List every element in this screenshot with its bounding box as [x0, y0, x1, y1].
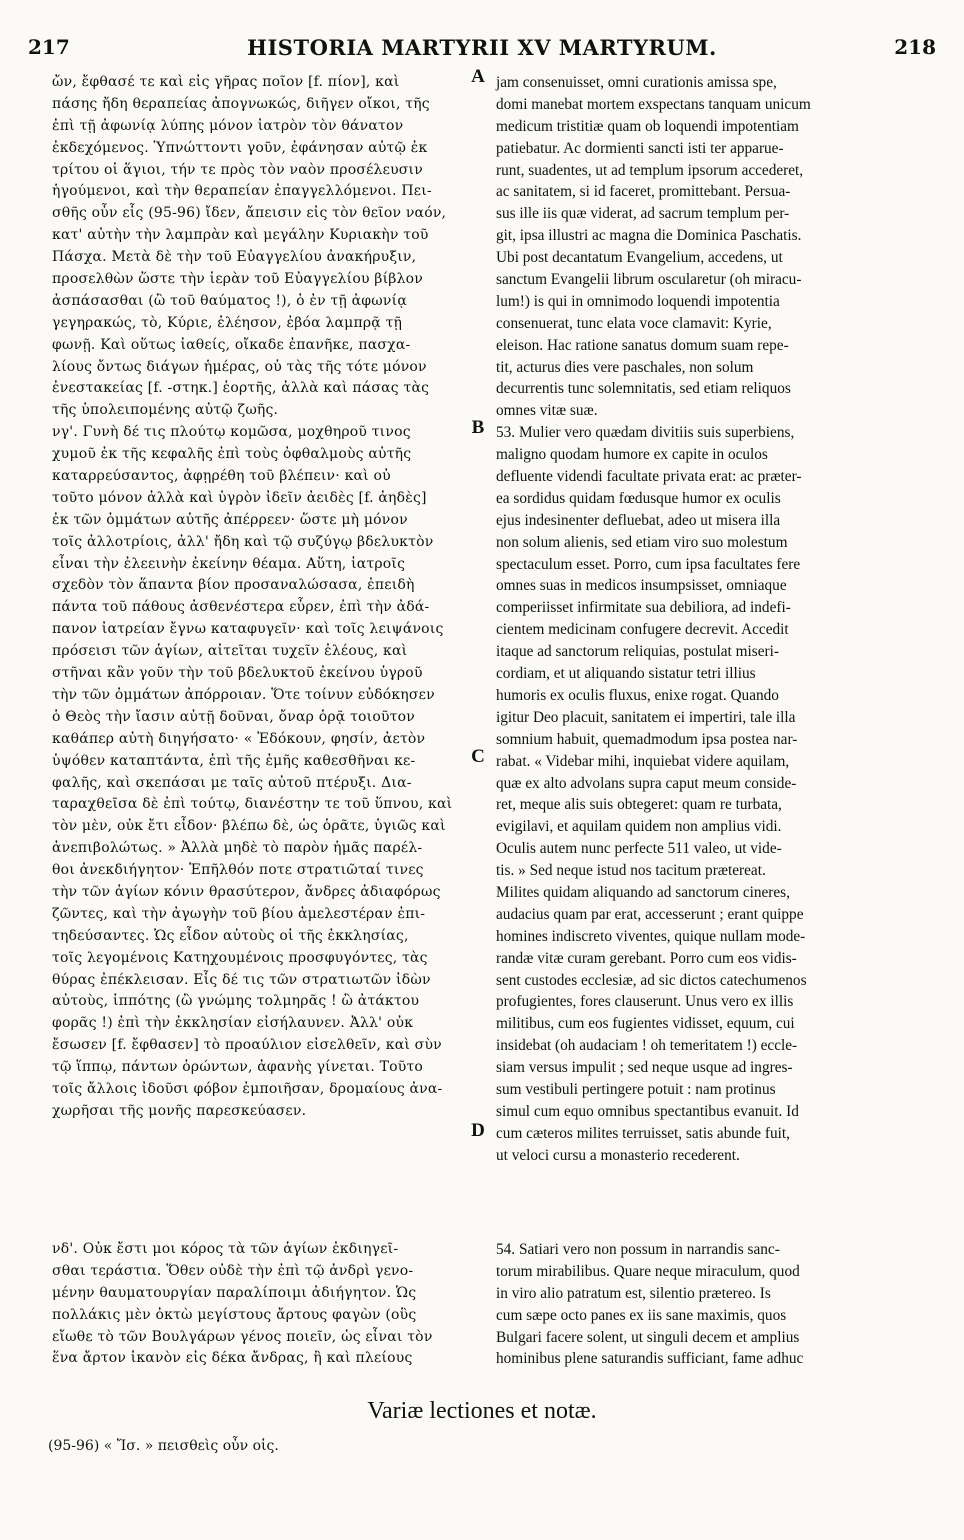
- greek-text-line: στῆναι κἂν γοῦν τὴν τοῦ βδελυκτοῦ ἐκείνου ὑγροῦ: [52, 665, 423, 682]
- greek-text-line: ὁ Θεὸς τὴν ἴασιν αὐτῇ δοῦναι, ὄναρ ὁρᾷ τοιοῦτον: [52, 708, 415, 725]
- greek-text-line: πολλάκις μὲν ὀκτὼ μεγίστους ἄρτους φαγὼν (οὓς: [52, 1306, 417, 1323]
- greek-text-line: τοῖς λεγομένοις Κατηχουμένοις προσφυγόντες, τὰς: [52, 949, 428, 966]
- greek-text-line: τῆς ὑπολειπομένης αὐτῷ ζωῆς.: [52, 402, 279, 419]
- latin-text-line: ejus indesinenter defluebat, adeo ut misera illa: [496, 511, 781, 529]
- latin-text-line: in viro alio patratum est, silentio prætereo. Is: [496, 1284, 771, 1302]
- greek-text-line: τοῖς ἀλλοτρίοις, ἀλλ' ἤδη καὶ τῷ συζύγῳ βδελυκτὸν: [52, 533, 434, 550]
- margin-marker-b: B: [471, 417, 485, 438]
- latin-text-line: defluente videndi facultate privata erat: ac præter-: [496, 468, 802, 486]
- greek-text-line: αὐτοὺς, ἱππότης (ὢ γνώμης τολμηρᾶς ! ὢ ἀτάκτου: [52, 993, 420, 1010]
- latin-text-line: jam consenuisset, omni curationis amissa spe,: [496, 74, 777, 91]
- greek-text-line: εἴωθε τὸ τῶν Βουλγάρων γένος ποιεῖν, ὡς εἶναι τὸν: [52, 1328, 433, 1345]
- greek-text-line: τῷ ἵππῳ, πάντων ὁρώντων, ἀφανὴς γίνεται. Τοῦτο: [52, 1059, 424, 1076]
- greek-text-line: χωρῆσαι τῆς μονῆς παρεσκεύασεν.: [52, 1102, 307, 1119]
- greek-text-line: εἶναι τὴν ἐλεεινὴν ἐκείνην θέαμα. Αὕτη, ἰατροῖς: [52, 555, 406, 572]
- latin-text-line: profugientes, fores clauserunt. Unus vero ex illis: [496, 993, 794, 1011]
- latin-text-line: tit, acturus dies vere paschales, non solum: [496, 358, 754, 376]
- latin-text-line: militibus, cum eos fugientes vidisset, equum, cui: [496, 1015, 795, 1033]
- greek-text-line: ἐκ τῶν ὀμμάτων αὐτῆς ἀπέρρεεν· ὥστε μὴ μόνον: [52, 511, 408, 528]
- greek-text-line: σθαι τεράστια. Ὅθεν οὐδὲ τὴν ἐπὶ τῷ ἀνδρὶ γενο-: [52, 1262, 414, 1279]
- latin-text-line: non solum alienis, sed etiam viro suo molestum: [496, 533, 788, 551]
- greek-text-line: νδ'. Οὐκ ἔστι μοι κόρος τὰ τῶν ἁγίων ἐκδιηγεῖ-: [52, 1241, 399, 1257]
- greek-text-line: τὴν τῶν ὀμμάτων ἀπόρροιαν. Ὅτε τοίνυν εὐδόκησεν: [52, 686, 435, 703]
- greek-column: [52, 72, 464, 1123]
- latin-text-line: omnes suas in medicos insumpsisset, omniaque: [496, 577, 787, 595]
- latin-text-line: igitur Deo placuit, sanitatem ei impertiri, tale illa: [496, 708, 796, 726]
- greek-text-line: τοῖς ἄλλοις ἰδοῦσι φόβον ἐμποιῆσαν, δρομαίους ἀνα-: [52, 1080, 443, 1097]
- greek-text-line: πανον ἰατρείαν ἔγνω καταφυγεῖν· καὶ τοῖς λειψάνοις: [52, 621, 444, 638]
- greek-text-line: πάσης ἤδη θεραπείας ἀπογνωκώς, διῆγεν οἴκοι, τῆς: [52, 95, 430, 112]
- greek-text-line: ἐκδεχόμενος. Ὑπνώττοντι γοῦν, ἐφάνησαν αὐτῷ ἐκ: [52, 139, 428, 156]
- latin-text-line: medicum tristitiæ quam ob loquendi impotentiam: [496, 117, 799, 135]
- greek-text-line: προσελθὼν ὥστε τὴν ἱερὰν τοῦ Εὐαγγελίου βίβλον: [52, 271, 423, 288]
- latin-text-line: somnium habuit, quemadmodum ipsa postea nar-: [496, 730, 798, 748]
- greek-text-line: ἕνα ἄρτον ἱκανὸν εἰς δέκα ἄνδρας, ἢ καὶ πλείους: [52, 1350, 413, 1367]
- latin-column-section-54: [496, 1239, 932, 1370]
- latin-text-line: Oculis autem nunc perfecte 511 valeo, ut vide-: [496, 840, 782, 858]
- greek-text-line: καθάπερ αὐτὴ διηγήσατο· « Ἐδόκουν, φησίν, ἀετὸν: [52, 730, 426, 747]
- greek-text-line: ἀνεπιβολώτως. » Ἀλλὰ μηδὲ τὸ παρὸν ἡμᾶς παρέλ-: [52, 840, 423, 857]
- latin-text-line: cientem medicinam confugere decrevit. Accedit: [496, 621, 789, 639]
- latin-text-line: audacius quam par erat, accesserunt ; erant quippe: [496, 905, 804, 923]
- greek-text-line: ζῶντες, καὶ τὴν ἀγωγὴν τοῦ βίου ἀμελεστέραν ἐπι-: [52, 905, 426, 922]
- latin-text-line: ac sanitatem, si id faceret, promittebant. Persua-: [496, 183, 791, 201]
- latin-text-line: 54. Satiari vero non possum in narrandis sanc-: [496, 1241, 780, 1258]
- greek-text-line: φωνῇ. Καὶ οὕτως ἰαθείς, οἴκαδε ἐπανῆκε, πασχα-: [52, 336, 411, 353]
- footnote: (95-96) « Ἴσ. » πεισθεὶς οὖν οἱς.: [48, 1438, 279, 1454]
- left-page-number: 217: [28, 35, 70, 59]
- latin-text-line: quæ ex alto advolans supra caput meum conside-: [496, 774, 797, 792]
- greek-text-line: γεγηρακώς, τὸ, Κύριε, ἐλέησον, ἐβόα λαμπρᾷ τῇ: [52, 314, 403, 331]
- greek-text-line: σθῆς οὖν εἷς (95-96) ἴδεν, ἄπεισιν εἰς τὸν θεῖον ναόν,: [52, 205, 447, 222]
- latin-text-line: ut veloci cursu a monasterio recederent.: [496, 1146, 740, 1164]
- margin-marker-d: D: [471, 1120, 485, 1141]
- greek-text-line: κατ' αὐτὴν τὴν λαμπρὰν καὶ μεγάλην Κυριακὴν τοῦ: [52, 227, 429, 244]
- latin-text-line: cordiam, et ut aliquando sistatur tetri illius: [496, 665, 756, 683]
- latin-text-line: humoris ex oculis fluxus, enixe rogat. Quando: [496, 686, 779, 704]
- latin-text-line: omnes vitæ suæ.: [496, 402, 598, 420]
- latin-text-line: decurrentis tunc solemnitatis, sed etiam reliquos: [496, 380, 791, 398]
- latin-text-line: consenuerat, tunc elata voce clamavit: Kyrie,: [496, 314, 772, 332]
- margin-marker-a: A: [471, 66, 485, 87]
- greek-text-line: λίους ὄντως διάγων ἡμέρας, οὐ τὰς τῆς τότε μόνον: [52, 358, 427, 375]
- latin-text-line: domi manebat mortem exspectans tanquam unicum: [496, 95, 811, 113]
- latin-text-line: Milites quidam aliquando ad sanctorum cineres,: [496, 883, 790, 901]
- latin-text-line: sus ille iis quæ viderat, ad sacrum templum per-: [496, 205, 790, 223]
- latin-text-line: comperiisset infirmitate sua debiliora, ad indefi-: [496, 599, 791, 617]
- notes-heading: Variæ lectiones et notæ.: [367, 1398, 597, 1424]
- greek-text-line: τηδεύσαντες. Ὡς εἶδον αὐτοὺς οἱ τῆς ἐκκλησίας,: [52, 927, 409, 944]
- latin-text-line: rabat. « Videbar mihi, inquiebat videre aquilam,: [496, 752, 790, 770]
- latin-text-line: maligno quodam humore ex capite in oculos: [496, 446, 768, 464]
- running-title: HISTORIA MARTYRII XV MARTYRUM.: [247, 34, 717, 60]
- greek-text-line: Πάσχα. Μετὰ δὲ τὴν τοῦ Εὐαγγελίου ἀνακήρυξιν,: [52, 249, 417, 266]
- greek-text-line: πάντα τοῦ πάθους ἀσθενέστερα εὗρεν, ἐπὶ τὴν ἀδά-: [52, 599, 430, 616]
- greek-text-line: τοῦτο μόνον ἀλλὰ καὶ ὑγρὸν ἰδεῖν ἀειδὲς [f. ἀηδὲς]: [52, 489, 427, 506]
- greek-text-line: ἡγούμενοι, καὶ τὴν θεραπείαν ἐπαγγελλόμενοι. Πει-: [52, 183, 432, 200]
- latin-text-line: insidebat (oh audaciam ! oh temeritatem !) eccle-: [496, 1037, 798, 1055]
- greek-text-line: ταραχθεῖσα δὲ ἐπὶ τούτῳ, διανέστην τε τοῦ ὕπνου, καὶ: [52, 796, 453, 813]
- latin-text-line: git, ipsa illustri ac magna die Dominica Paschatis.: [496, 227, 802, 245]
- greek-text-line: ἐπὶ τῇ ἀφωνίᾳ λύπης μόνον ἰατρὸν τὸν θάνατον: [52, 117, 404, 134]
- latin-text-line: homines indiscreto viventes, quique nullam mode-: [496, 927, 806, 945]
- greek-column-section-54: [52, 1239, 464, 1370]
- latin-text-line: cum sæpe octo panes ex iis sane maximis, quos: [496, 1306, 787, 1324]
- latin-text-line: hominibus plene saturandis sufficiant, fame adhuc: [496, 1350, 804, 1368]
- greek-text-line: τὸν μὲν, οὐκ ἔτι εἶδον· βλέπω δὲ, ὡς ὁρᾶτε, ὑγιῶς καὶ: [52, 818, 446, 835]
- latin-column: [496, 72, 932, 1167]
- greek-text-line: ἔσωσεν [f. ἔφθασεν] τὸ προαύλιον εἰσελθεῖν, καὶ σὺν: [52, 1037, 442, 1054]
- latin-text-line: simul cum equo omnibus spectantibus evanuit. Id: [496, 1102, 799, 1120]
- greek-text-line: θοι ἀνεκδιήγητον· Ἐπῆλθόν ποτε στρατιῶταί τινες: [52, 862, 424, 879]
- greek-text-line: μένην θαυματουργίαν παραλίποιμι ἀδιήγητον. Ὡς: [52, 1284, 417, 1301]
- latin-text-line: Bulgari facere solent, ut singuli decem et amplius: [496, 1328, 800, 1346]
- greek-text-line: φορᾶς !) ἐπὶ τὴν ἐκκλησίαν εἰσήλαυνεν. Ἀλλ' οὐκ: [52, 1015, 414, 1032]
- latin-text-line: 53. Mulier vero quædam divitiis suis superbiens,: [496, 424, 795, 442]
- greek-text-line: θύρας ἐπέκλεισαν. Εἷς δέ τις τῶν στρατιωτῶν ἰδὼν: [52, 971, 431, 988]
- latin-text-line: evigilavi, et aquilam quidem non amplius vidi.: [496, 818, 782, 836]
- latin-text-line: ea sordidus quidam fœdusque humor ex oculis: [496, 489, 781, 507]
- latin-text-line: tis. » Sed neque istud nos tacitum prætereat.: [496, 862, 766, 880]
- greek-text-line: ἀσπάσασθαι (ὢ τοῦ θαύματος !), ὁ ἐν τῇ ἀφωνίᾳ: [52, 292, 407, 309]
- latin-text-line: spectaculum esset. Porro, cum ipsa facultates fere: [496, 555, 801, 573]
- greek-text-line: χυμοῦ ἐκ τῆς κεφαλῆς ἐπὶ τοὺς ὀφθαλμοὺς αὐτῆς: [52, 446, 412, 463]
- latin-text-line: Ubi post decantatum Evangelium, accedens, ut: [496, 249, 783, 267]
- page-header: [28, 30, 936, 64]
- latin-text-line: ret, meque alis suis obtegeret: quam re turbata,: [496, 796, 782, 814]
- greek-text-line: σχεδὸν τὸν ἅπαντα βίον προσαναλώσασα, ἐπειδὴ: [52, 577, 415, 594]
- latin-text-line: cum cæteros milites terruisset, satis abunde fuit,: [496, 1124, 790, 1142]
- right-page-number: 218: [894, 35, 936, 59]
- latin-text-line: itaque ad sanctorum reliquias, postulat miseri-: [496, 643, 779, 661]
- latin-text-line: lum!) is qui in omnimodo loquendi impotentia: [496, 292, 780, 310]
- greek-text-line: ὤν, ἔφθασέ τε καὶ εἰς γῆρας ποῖον [f. πίον], καὶ: [52, 74, 400, 90]
- latin-text-line: sum vestibuli pertingere potuit : nam protinus: [496, 1080, 776, 1098]
- latin-text-line: sanctum Evangelii librum oscularetur (oh miracu-: [496, 271, 802, 289]
- greek-text-line: καταρρεύσαντος, ἀφῃρέθη τοῦ βλέπειν· καὶ οὐ: [52, 468, 391, 485]
- greek-text-line: πρόσεισι τῶν ἁγίων, αἰτεῖται τυχεῖν ἐλέους, καὶ: [52, 643, 408, 660]
- latin-text-line: runt, suadentes, ut ad templum ipsorum accederet,: [496, 161, 804, 179]
- greek-text-line: νγ'. Γυνὴ δέ τις πλούτῳ κομῶσα, μοχθηροῦ τινος: [52, 424, 411, 441]
- greek-text-line: τρίτου οἱ ἅγιοι, τήν τε πρὸς τὸν ναὸν προσέλευσιν: [52, 161, 423, 178]
- latin-text-line: siam versus impulit ; sed neque usque ad ingres-: [496, 1059, 793, 1077]
- greek-text-line: ἐνεστακείας [f. -στηκ.] ἑορτῆς, ἀλλὰ καὶ πάσας τὰς: [52, 380, 430, 397]
- latin-text-line: sent custodes ecclesiæ, ad sic dictos catechumenos: [496, 971, 807, 989]
- greek-text-line: τὴν τῶν ἁγίων κόνιν θρασύτερον, ἄνδρες ἀδιαφόρως: [52, 883, 441, 900]
- margin-marker-c: C: [471, 746, 485, 767]
- latin-text-line: eleison. Hac ratione sanatus domum suam repe-: [496, 336, 789, 354]
- latin-text-line: patiebatur. Ac dormienti sancti isti ter apparue-: [496, 139, 784, 157]
- latin-text-line: torum mirabilibus. Quare neque miraculum, quod: [496, 1262, 800, 1280]
- latin-text-line: randæ vitæ curam gerebant. Porro cum eos vidis-: [496, 949, 797, 967]
- greek-text-line: ὑψόθεν καταπτάντα, ἐπὶ τῆς ἐμῆς καθεσθῆναι κε-: [52, 752, 416, 769]
- greek-text-line: φαλῆς, καὶ σκεπάσαι με ταῖς αὐτοῦ πτέρυξι. Δια-: [52, 774, 412, 791]
